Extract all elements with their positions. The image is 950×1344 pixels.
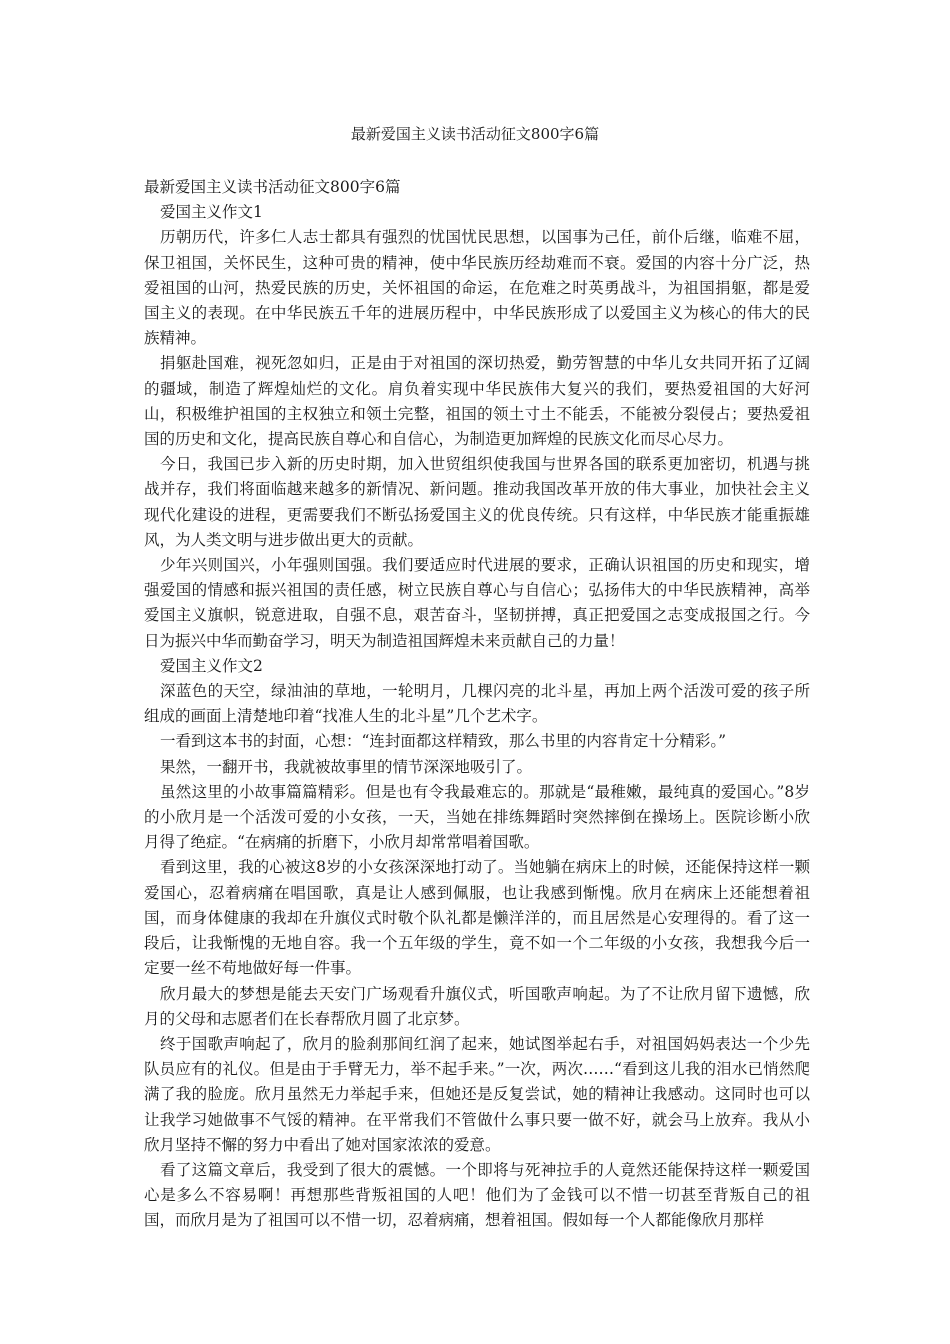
document-body (144, 175, 810, 1234)
paragraph: 少年兴则国兴，小年强则国强。我们要适应时代进展的要求，正确认识祖国的历史和现实，增强爱国的情感和振兴祖国的责任感，树立民族自尊心与自信心；弘扬伟大的中华民族精神，高举爱国主义旗帜，锐意进取，自强不息，艰苦奋斗，坚韧拼搏，真正把爱国之志变成报国之行。今日为振兴中华而勤奋学习，明天为制造祖国辉煌未来贡献自己的力量！ (144, 556, 810, 650)
paragraph: 捐躯赴国难，视死忽如归，正是由于对祖国的深切热爱，勤劳智慧的中华儿女共同开拓了辽阔的疆域，制造了辉煌灿烂的文化。肩负着实现中华民族伟大复兴的我们，要热爱祖国的大好河山，积极维护祖国的主权独立和领土完整，祖国的领土寸土不能丢，不能被分裂侵占；要热爱祖国的历史和文化，提高民族自尊心和自信心，为制造更加辉煌的民族文化而尽心尽力。 (144, 354, 810, 449)
paragraph: 今日，我国已步入新的历史时期，加入世贸组织使我国与世界各国的联系更加密切，机遇与挑战并存，我们将面临越来越多的新情况、新问题。推动我国改革开放的伟大事业，加快社会主义现代化建设的进程，更需要我们不断弘扬爱国主义的优良传统。只有这样，中华民族才能重振雄风，为人类文明与进步做出更大的贡献。 (144, 455, 810, 549)
paragraph: 虽然这里的小故事篇篇精彩。但是也有令我最难忘的。那就是“最稚嫩，最纯真的爱国心。”8岁的小欣月是一个活泼可爱的小女孩，一天，当她在排练舞蹈时突然摔倒在操场上。医院诊断小欣月得了绝症。“在病痛的折磨下，小欣月却常常唱着国歌。 (144, 782, 810, 852)
document-heading: 最新爱国主义读书活动征文800字6篇 (144, 178, 401, 196)
paragraph: 深蓝色的天空，绿油油的草地，一轮明月，几棵闪亮的北斗星，再加上两个活泼可爱的孩子所组成的画面上清楚地印着“找准人生的北斗星”几个艺术字。 (144, 682, 810, 726)
paragraph: 历朝历代，许多仁人志士都具有强烈的忧国忧民思想，以国事为己任，前仆后继，临难不屈，保卫祖国，关怀民生，这种可贵的精神，使中华民族历经劫难而不衰。爱国的内容十分广泛，热爱祖国的山河，热爱民族的历史，关怀祖国的命运，在危难之时英勇战斗，为祖国捐躯，都是爱国主义的表现。在中华民族五千年的进展历程中，中华民族形成了以爱国主义为核心的伟大的民族精神。 (144, 228, 810, 348)
paragraph: 一看到这本书的封面，心想：“连封面都这样精致，那么书里的内容肯定十分精彩。” (160, 732, 727, 751)
section-heading: 爱国主义作文2 (160, 656, 263, 675)
section-heading: 爱国主义作文1 (160, 203, 263, 222)
paragraph: 欣月最大的梦想是能去天安门广场观看升旗仪式，听国歌声响起。为了不让欣月留下遗憾，欣月的父母和志愿者们在长春帮欣月圆了北京梦。 (144, 984, 810, 1028)
paragraph: 果然，一翻开书，我就被故事里的情节深深地吸引了。 (160, 757, 533, 776)
paragraph: 终于国歌声响起了，欣月的脸刹那间红润了起来，她试图举起右手，对祖国妈妈表达一个少先队员应有的礼仪。但是由于手臂无力，举不起手来。”一次，两次……“看到这儿我的泪水已悄然爬满了我的脸庞。欣月虽然无力举起手来，但她还是反复尝试，她的精神让我感动。这同时也可以让我学习她做事不气馁的精神。在平常我们不管做什么事只要一做不好，就会马上放弃。我从小欣月坚持不懈的努力中看出了她对国家浓浓的爱意。 (144, 1034, 810, 1154)
page-title: 最新爱国主义读书活动征文800字6篇 (350, 125, 600, 143)
paragraph: 看到这里，我的心被这8岁的小女孩深深地打动了。当她躺在病床上的时候，还能保持这样一颗爱国心，忍着病痛在唱国歌，真是让人感到佩服，也让我感到惭愧。欣月在病床上还能想着祖国，而身体健康的我却在升旗仪式时敬个队礼都是懒洋洋的，而且居然是心安理得的。看了这一段后，让我惭愧的无地自容。我一个五年级的学生，竟不如一个二年级的小女孩，我想我今后一定要一丝不苟地做好每一件事。 (144, 858, 810, 978)
paragraph: 看了这篇文章后，我受到了很大的震憾。一个即将与死神拉手的人竟然还能保持这样一颗爱国心是多么不容易啊！再想那些背叛祖国的人吧！他们为了金钱可以不惜一切甚至背叛自己的祖国，而欣月是为了祖国可以不惜一切，忍着病痛，想着祖国。假如每一个人都能像欣月那样 (144, 1160, 810, 1230)
